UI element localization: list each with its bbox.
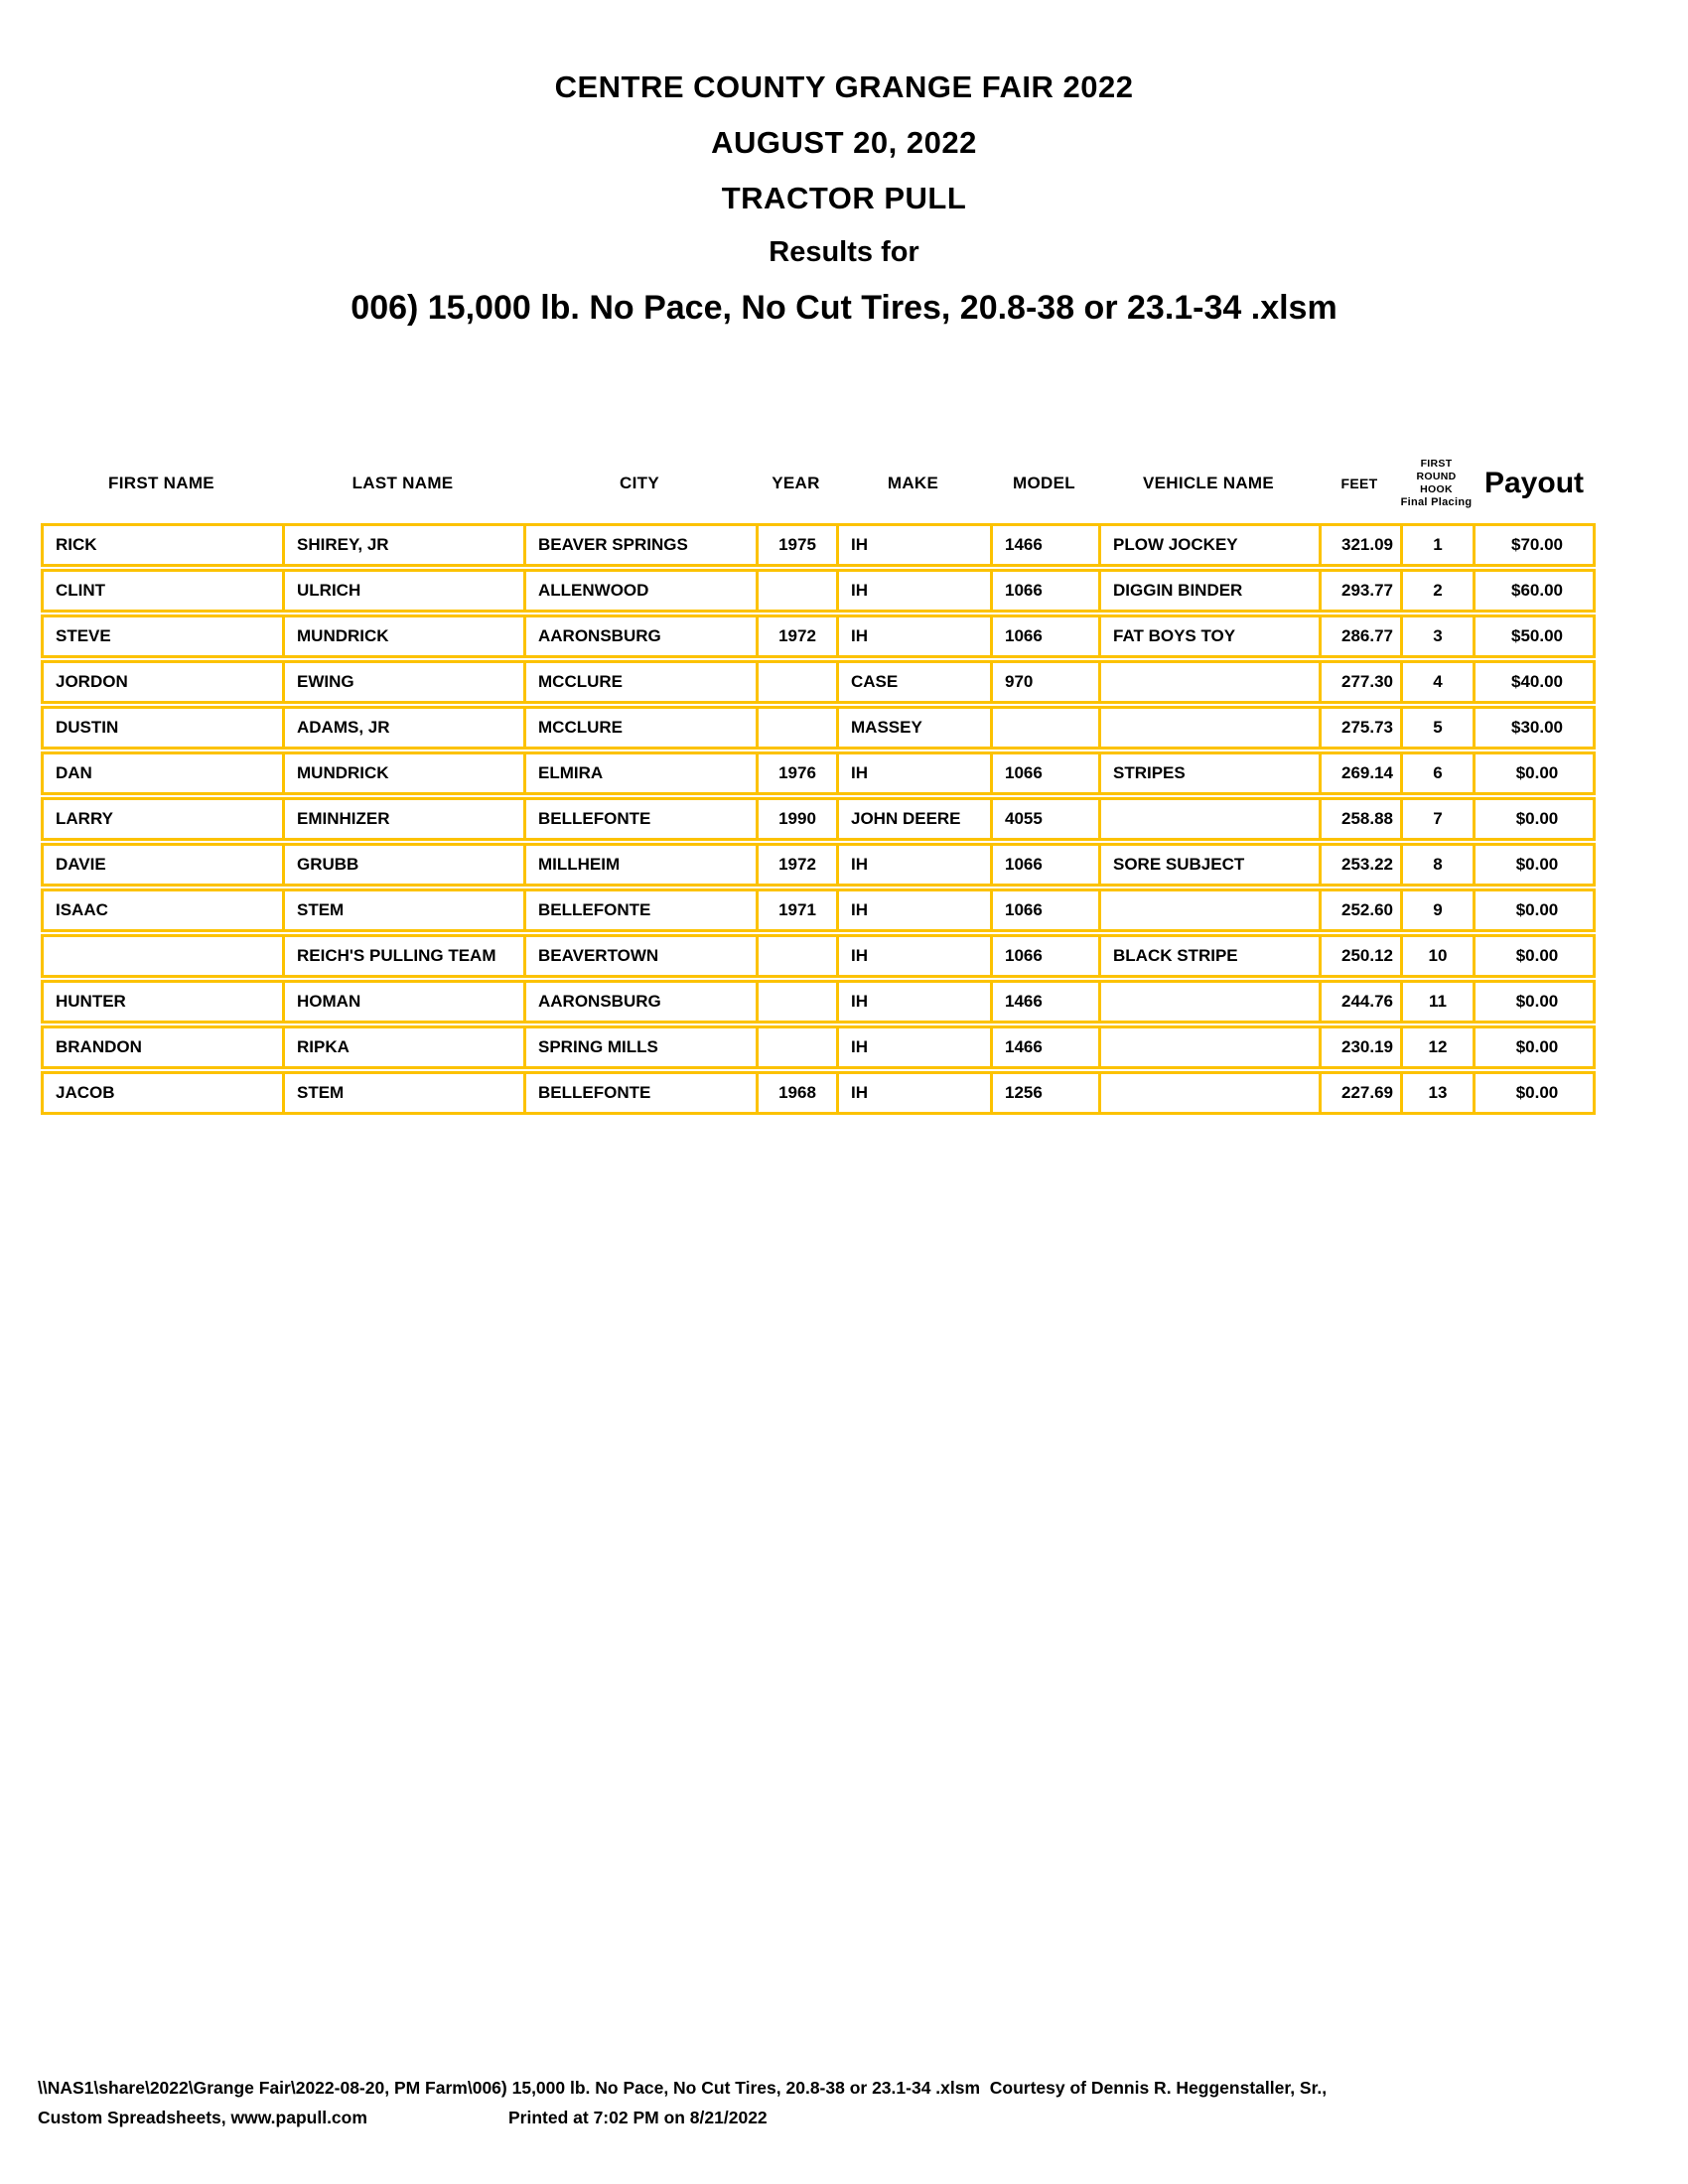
table-cell-hook-placing: 4 [1403, 663, 1476, 701]
table-cell-year: 1972 [759, 617, 839, 655]
table-cell-city: BELLEFONTE [526, 891, 759, 929]
table-cell-vehicle-name [1101, 1074, 1322, 1112]
table-cell-city: BELLEFONTE [526, 1074, 759, 1112]
table-cell-vehicle-name [1101, 983, 1322, 1021]
table-row [41, 980, 1596, 1024]
table-row [41, 569, 1596, 613]
table-cell-city: BEAVERTOWN [526, 937, 759, 975]
table-cell-make: IH [839, 1028, 993, 1066]
table-cell-model: 970 [993, 663, 1101, 701]
table-cell-last-name: MUNDRICK [285, 754, 526, 792]
table-cell-feet: 286.77 [1322, 617, 1403, 655]
table-cell-feet: 275.73 [1322, 709, 1403, 747]
table-row [41, 797, 1596, 841]
table-cell-hook-placing: 6 [1403, 754, 1476, 792]
table-cell-first-name: RICK [44, 526, 285, 564]
table-cell-city: SPRING MILLS [526, 1028, 759, 1066]
table-cell-feet: 277.30 [1322, 663, 1403, 701]
table-cell-make: IH [839, 846, 993, 884]
table-cell-first-name: HUNTER [44, 983, 285, 1021]
column-header-row [41, 447, 1596, 520]
table-cell-model: 1466 [993, 526, 1101, 564]
footer-file-path: \\NAS1\share\2022\Grange Fair\2022-08-20, PM Farm\006) 15,000 lb. No Pace, No Cut Tires, 20.8-38 or 23.1-34 .xlsm Courtesy of Dennis R. Heggenstaller, Sr., [38, 2078, 1328, 2098]
table-cell-hook-placing: 8 [1403, 846, 1476, 884]
table-cell-first-name: DUSTIN [44, 709, 285, 747]
table-row [41, 843, 1596, 887]
table-cell-hook-placing: 9 [1403, 891, 1476, 929]
column-header-feet: FEET [1340, 476, 1378, 491]
table-row [41, 523, 1596, 567]
table-cell-last-name: SHIREY, JR [285, 526, 526, 564]
table-cell-model: 1066 [993, 846, 1101, 884]
table-cell-year: 1976 [759, 754, 839, 792]
table-cell-model: 1066 [993, 937, 1101, 975]
table-cell-vehicle-name: STRIPES [1101, 754, 1322, 792]
table-cell-model [993, 709, 1101, 747]
table-cell-feet: 321.09 [1322, 526, 1403, 564]
table-cell-feet: 269.14 [1322, 754, 1403, 792]
table-cell-make: CASE [839, 663, 993, 701]
table-cell-first-name: LARRY [44, 800, 285, 838]
table-cell-feet: 250.12 [1322, 937, 1403, 975]
table-cell-vehicle-name: FAT BOYS TOY [1101, 617, 1322, 655]
table-cell-payout: $0.00 [1515, 900, 1559, 919]
table-cell-city: BEAVER SPRINGS [526, 526, 759, 564]
table-cell-payout: $0.00 [1515, 1083, 1559, 1102]
table-cell-first-name: CLINT [44, 572, 285, 610]
table-row [41, 706, 1596, 750]
table-cell-last-name: REICH'S PULLING TEAM [285, 937, 526, 975]
table-cell-city: BELLEFONTE [526, 800, 759, 838]
table-cell-year [759, 572, 839, 610]
table-cell-make: IH [839, 526, 993, 564]
table-cell-feet: 252.60 [1322, 891, 1403, 929]
table-cell-first-name: JACOB [44, 1074, 285, 1112]
table-cell-first-name [44, 937, 285, 975]
table-cell-year: 1968 [759, 1074, 839, 1112]
column-header-year: YEAR [772, 474, 820, 492]
table-cell-vehicle-name [1101, 800, 1322, 838]
column-header-first-round-hook [1400, 458, 1473, 509]
results-table-body [41, 523, 1596, 1117]
table-cell-feet: 253.22 [1322, 846, 1403, 884]
column-header-make: MAKE [887, 474, 939, 492]
table-cell-vehicle-name: PLOW JOCKEY [1101, 526, 1322, 564]
table-cell-model: 1256 [993, 1074, 1101, 1112]
table-cell-hook-placing: 13 [1403, 1074, 1476, 1112]
table-cell-city: ALLENWOOD [526, 572, 759, 610]
table-cell-payout: $70.00 [1511, 535, 1563, 554]
table-row [41, 888, 1596, 932]
table-cell-last-name: GRUBB [285, 846, 526, 884]
table-cell-vehicle-name [1101, 709, 1322, 747]
table-cell-year: 1972 [759, 846, 839, 884]
table-row [41, 934, 1596, 978]
column-header-payout: Payout [1483, 467, 1585, 499]
table-cell-year [759, 983, 839, 1021]
table-cell-first-name: DAVIE [44, 846, 285, 884]
table-cell-model: 1066 [993, 617, 1101, 655]
table-cell-city: MILLHEIM [526, 846, 759, 884]
table-cell-model: 1466 [993, 1028, 1101, 1066]
class-title: 006) 15,000 lb. No Pace, No Cut Tires, 20.8-38 or 23.1-34 .xlsm [351, 289, 1337, 327]
column-header-vehicle-name: VEHICLE NAME [1142, 474, 1275, 492]
table-row [41, 614, 1596, 658]
table-cell-first-name: BRANDON [44, 1028, 285, 1066]
table-cell-year [759, 663, 839, 701]
table-cell-model: 1066 [993, 891, 1101, 929]
table-cell-city: MCCLURE [526, 709, 759, 747]
table-cell-model: 1066 [993, 572, 1101, 610]
column-header-city: CITY [620, 474, 659, 492]
table-row [41, 751, 1596, 795]
column-header-model: MODEL [1013, 474, 1075, 492]
event-name: TRACTOR PULL [721, 181, 967, 215]
table-cell-year [759, 709, 839, 747]
footer-printed-timestamp: Printed at 7:02 PM on 8/21/2022 [508, 2108, 768, 2127]
table-cell-model: 1066 [993, 754, 1101, 792]
table-cell-first-name: JORDON [44, 663, 285, 701]
table-cell-hook-placing: 7 [1403, 800, 1476, 838]
table-cell-feet: 227.69 [1322, 1074, 1403, 1112]
table-cell-city: AARONSBURG [526, 983, 759, 1021]
table-cell-year: 1971 [759, 891, 839, 929]
table-cell-payout: $0.00 [1515, 992, 1559, 1011]
table-cell-first-name: STEVE [44, 617, 285, 655]
hook-header-line-3: Final Placing [1400, 496, 1473, 508]
page-title: CENTRE COUNTY GRANGE FAIR 2022 [554, 69, 1134, 104]
table-cell-vehicle-name [1101, 1028, 1322, 1066]
table-cell-feet: 293.77 [1322, 572, 1403, 610]
table-cell-payout: $0.00 [1515, 763, 1559, 782]
table-cell-city: MCCLURE [526, 663, 759, 701]
table-cell-feet: 258.88 [1322, 800, 1403, 838]
table-cell-model: 1466 [993, 983, 1101, 1021]
results-label: Results for [769, 236, 919, 268]
table-cell-year [759, 937, 839, 975]
table-cell-payout: $50.00 [1511, 626, 1563, 645]
column-header-first-name: FIRST NAME [108, 474, 214, 492]
table-cell-payout: $0.00 [1515, 946, 1559, 965]
table-cell-city: AARONSBURG [526, 617, 759, 655]
table-cell-make: IH [839, 891, 993, 929]
hook-header-line-1: FIRST ROUND [1416, 458, 1457, 482]
table-row [41, 1025, 1596, 1069]
table-cell-make: IH [839, 572, 993, 610]
table-cell-vehicle-name: DIGGIN BINDER [1101, 572, 1322, 610]
table-cell-year: 1975 [759, 526, 839, 564]
table-cell-payout: $60.00 [1511, 581, 1563, 600]
table-cell-vehicle-name [1101, 891, 1322, 929]
table-cell-payout: $0.00 [1515, 1037, 1559, 1056]
table-cell-hook-placing: 2 [1403, 572, 1476, 610]
hook-header-line-2: HOOK [1420, 483, 1453, 495]
table-cell-make: IH [839, 754, 993, 792]
table-cell-hook-placing: 12 [1403, 1028, 1476, 1066]
table-cell-city: ELMIRA [526, 754, 759, 792]
table-cell-hook-placing: 3 [1403, 617, 1476, 655]
column-header-last-name: LAST NAME [352, 474, 454, 492]
table-cell-hook-placing: 1 [1403, 526, 1476, 564]
table-cell-year: 1990 [759, 800, 839, 838]
table-cell-feet: 230.19 [1322, 1028, 1403, 1066]
table-cell-make: IH [839, 1074, 993, 1112]
table-cell-last-name: STEM [285, 891, 526, 929]
table-cell-feet: 244.76 [1322, 983, 1403, 1021]
table-cell-last-name: STEM [285, 1074, 526, 1112]
table-cell-vehicle-name: BLACK STRIPE [1101, 937, 1322, 975]
table-cell-last-name: ADAMS, JR [285, 709, 526, 747]
table-cell-hook-placing: 10 [1403, 937, 1476, 975]
event-date: AUGUST 20, 2022 [711, 125, 977, 160]
footer-credit: Custom Spreadsheets, www.papull.com [38, 2108, 367, 2127]
table-cell-vehicle-name [1101, 663, 1322, 701]
table-cell-last-name: MUNDRICK [285, 617, 526, 655]
table-cell-make: MASSEY [839, 709, 993, 747]
table-cell-last-name: ULRICH [285, 572, 526, 610]
table-cell-last-name: RIPKA [285, 1028, 526, 1066]
table-cell-hook-placing: 5 [1403, 709, 1476, 747]
table-cell-payout: $30.00 [1511, 718, 1563, 737]
table-cell-year [759, 1028, 839, 1066]
table-row [41, 1071, 1596, 1115]
table-cell-make: IH [839, 937, 993, 975]
table-cell-last-name: EMINHIZER [285, 800, 526, 838]
table-cell-hook-placing: 11 [1403, 983, 1476, 1021]
table-cell-first-name: DAN [44, 754, 285, 792]
table-cell-payout: $40.00 [1511, 672, 1563, 691]
table-cell-last-name: EWING [285, 663, 526, 701]
table-cell-make: IH [839, 983, 993, 1021]
table-cell-last-name: HOMAN [285, 983, 526, 1021]
table-cell-make: IH [839, 617, 993, 655]
table-cell-first-name: ISAAC [44, 891, 285, 929]
table-cell-payout: $0.00 [1515, 809, 1559, 828]
table-cell-model: 4055 [993, 800, 1101, 838]
table-row [41, 660, 1596, 704]
table-cell-payout: $0.00 [1515, 855, 1559, 874]
table-cell-vehicle-name: SORE SUBJECT [1101, 846, 1322, 884]
table-cell-make: JOHN DEERE [839, 800, 993, 838]
